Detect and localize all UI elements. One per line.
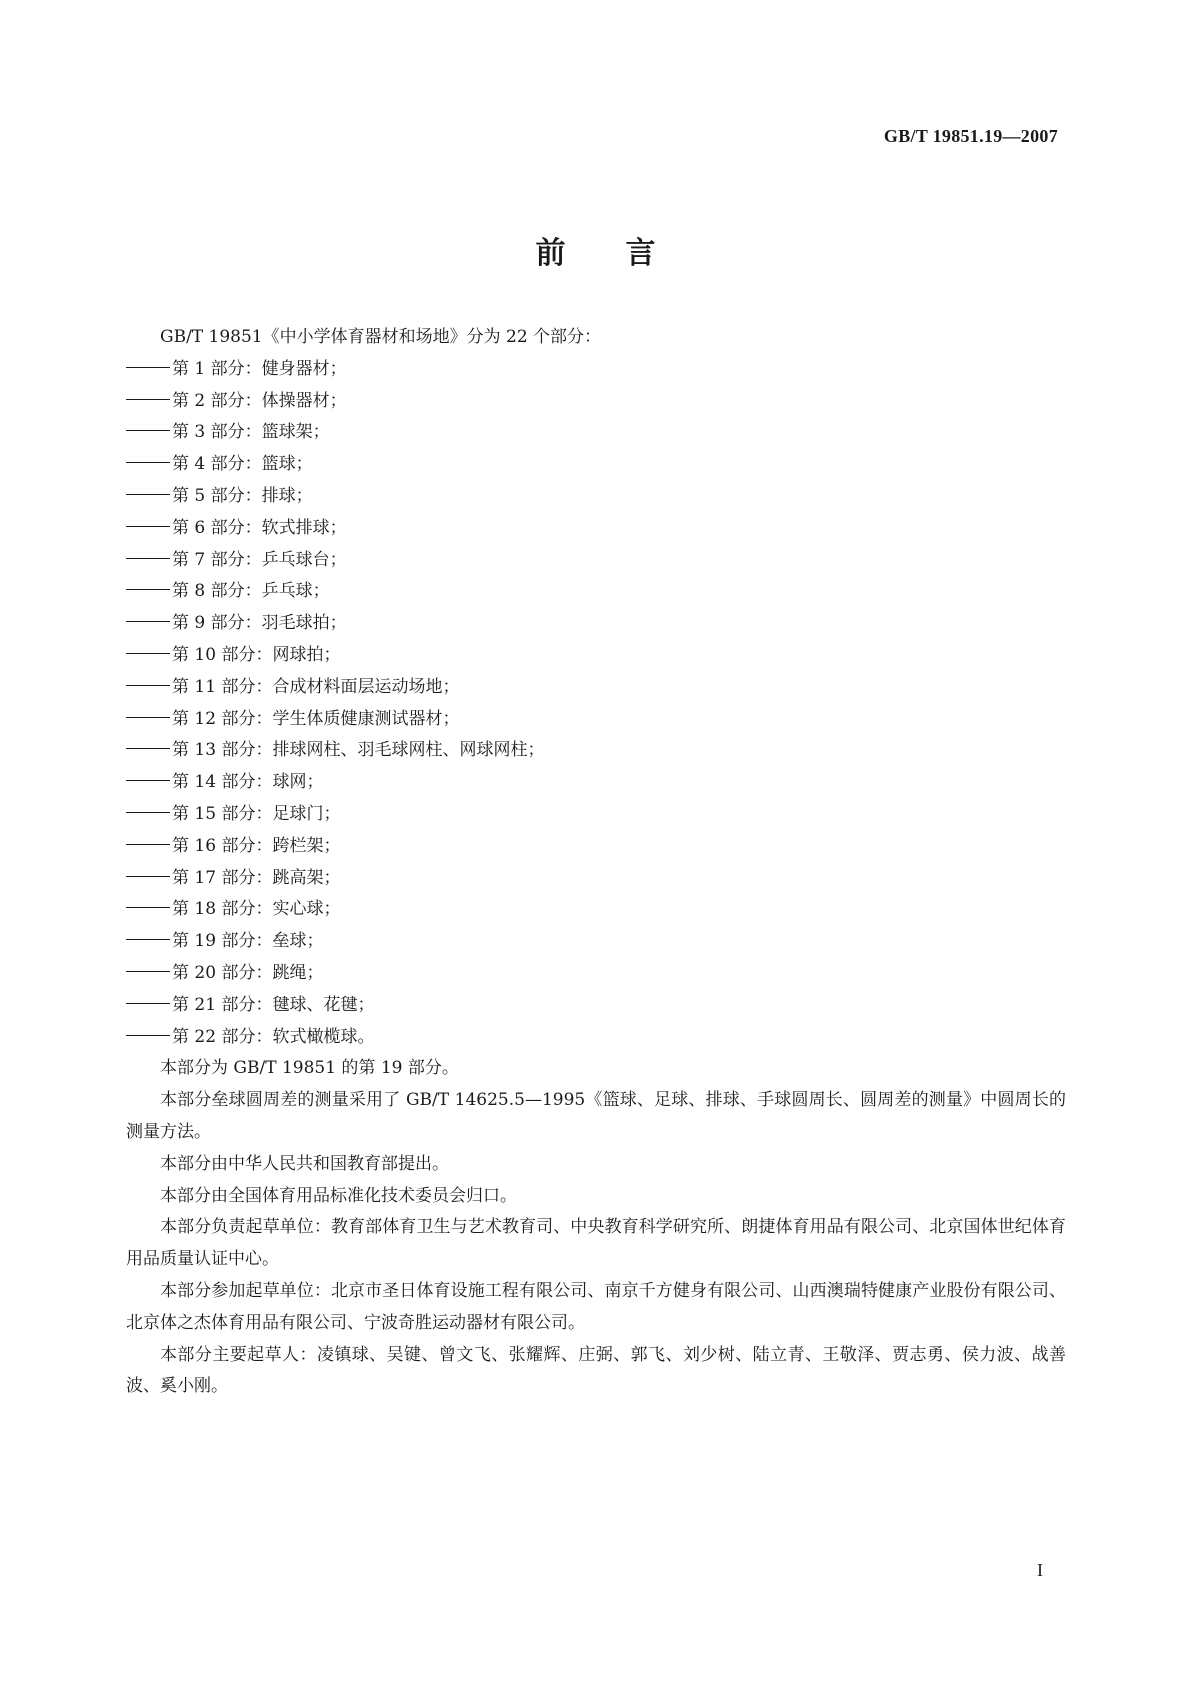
parts-list: [126, 354, 1066, 1054]
part-item-text: 第 17 部分：跳高架；: [172, 867, 341, 888]
paragraphs: [126, 1053, 1066, 1403]
body-paragraph: 本部分由中华人民共和国教育部提出。: [160, 1153, 449, 1174]
part-item: [126, 545, 1066, 577]
document-body: [126, 322, 1066, 1403]
part-item: [126, 576, 1066, 608]
part-item-text: 第 14 部分：球网；: [172, 772, 324, 793]
part-item-text: 第 15 部分：足球门；: [172, 803, 341, 824]
em-dash: [126, 876, 170, 877]
em-dash: [126, 971, 170, 972]
em-dash: [126, 367, 170, 368]
part-item-text: 第 13 部分：排球网柱、羽毛球网柱、网球网柱；: [172, 740, 545, 761]
em-dash: [126, 589, 170, 590]
body-paragraph: 本部分参加起草单位：北京市圣日体育设施工程有限公司、南京千方健身有限公司、山西澳瑞特健康产业股份有限公司、北京体之杰体育用品有限公司、宁波奇胜运动器材有限公司。: [126, 1280, 1066, 1333]
em-dash: [126, 717, 170, 718]
part-item: [126, 449, 1066, 481]
part-item: [126, 417, 1066, 449]
em-dash: [126, 844, 170, 845]
page-number: I: [1037, 1560, 1043, 1580]
em-dash: [126, 907, 170, 908]
em-dash: [126, 462, 170, 463]
part-item-text: 第 5 部分：排球；: [172, 485, 313, 506]
body-paragraph: 本部分负责起草单位：教育部体育卫生与艺术教育司、中央教育科学研究所、朗捷体育用品有限公司、北京国体世纪体育用品质量认证中心。: [126, 1217, 1066, 1270]
em-dash: [126, 1035, 170, 1036]
part-item-text: 第 6 部分：软式排球；: [172, 517, 347, 538]
em-dash: [126, 653, 170, 654]
part-item-text: 第 21 部分：毽球、花毽；: [172, 994, 375, 1015]
part-item: [126, 513, 1066, 545]
em-dash: [126, 748, 170, 749]
em-dash: [126, 399, 170, 400]
em-dash: [126, 558, 170, 559]
em-dash: [126, 430, 170, 431]
em-dash: [126, 526, 170, 527]
part-item: [126, 386, 1066, 418]
part-item: [126, 608, 1066, 640]
part-item-text: 第 7 部分：乒乓球台；: [172, 549, 347, 570]
part-item-text: 第 22 部分：软式橄榄球。: [172, 1026, 375, 1047]
em-dash: [126, 812, 170, 813]
part-item: [126, 799, 1066, 831]
part-item: [126, 640, 1066, 672]
part-item: [126, 1022, 1066, 1054]
part-item: [126, 672, 1066, 704]
em-dash: [126, 685, 170, 686]
em-dash: [126, 780, 170, 781]
part-item-text: 第 16 部分：跨栏架；: [172, 835, 341, 856]
part-item: [126, 767, 1066, 799]
part-item-text: 第 10 部分：网球拍；: [172, 644, 341, 665]
part-item: [126, 831, 1066, 863]
intro-line: GB/T 19851《中小学体育器材和场地》分为 22 个部分：: [160, 327, 602, 347]
page-title: 前言: [535, 236, 716, 271]
part-item: [126, 926, 1066, 958]
part-item: [126, 894, 1066, 926]
part-item-text: 第 8 部分：乒乓球；: [172, 581, 330, 602]
part-item: [126, 354, 1066, 386]
em-dash: [126, 1003, 170, 1004]
em-dash: [126, 939, 170, 940]
body-paragraph: 本部分主要起草人：凌镇球、吴键、曾文飞、张耀辉、庄弼、郭飞、刘少树、陆立青、王敬泽、贾志勇、侯力波、战善波、奚小刚。: [126, 1344, 1066, 1397]
part-item-text: 第 19 部分：垒球；: [172, 931, 324, 952]
part-item-text: 第 20 部分：跳绳；: [172, 962, 324, 983]
standard-code: GB/T 19851.19—2007: [883, 126, 1058, 146]
part-item: [126, 481, 1066, 513]
em-dash: [126, 621, 170, 622]
part-item: [126, 704, 1066, 736]
part-item-text: 第 4 部分：篮球；: [172, 454, 313, 475]
body-paragraph: 本部分由全国体育用品标准化技术委员会归口。: [160, 1185, 517, 1206]
part-item-text: 第 11 部分：合成材料面层运动场地；: [172, 676, 460, 697]
part-item: [126, 990, 1066, 1022]
body-paragraph: 本部分为 GB/T 19851 的第 19 部分。: [160, 1058, 459, 1079]
part-item: [126, 735, 1066, 767]
part-item-text: 第 18 部分：实心球；: [172, 899, 341, 920]
em-dash: [126, 494, 170, 495]
part-item: [126, 863, 1066, 895]
part-item-text: 第 3 部分：篮球架；: [172, 422, 330, 443]
part-item: [126, 958, 1066, 990]
part-item-text: 第 9 部分：羽毛球拍；: [172, 613, 347, 634]
part-item-text: 第 1 部分：健身器材；: [172, 358, 347, 379]
body-paragraph: 本部分垒球圆周差的测量采用了 GB/T 14625.5—1995《篮球、足球、排球、手球圆周长、圆周差的测量》中圆周长的测量方法。: [126, 1090, 1066, 1142]
part-item-text: 第 12 部分：学生体质健康测试器材；: [172, 708, 460, 729]
part-item-text: 第 2 部分：体操器材；: [172, 390, 347, 411]
